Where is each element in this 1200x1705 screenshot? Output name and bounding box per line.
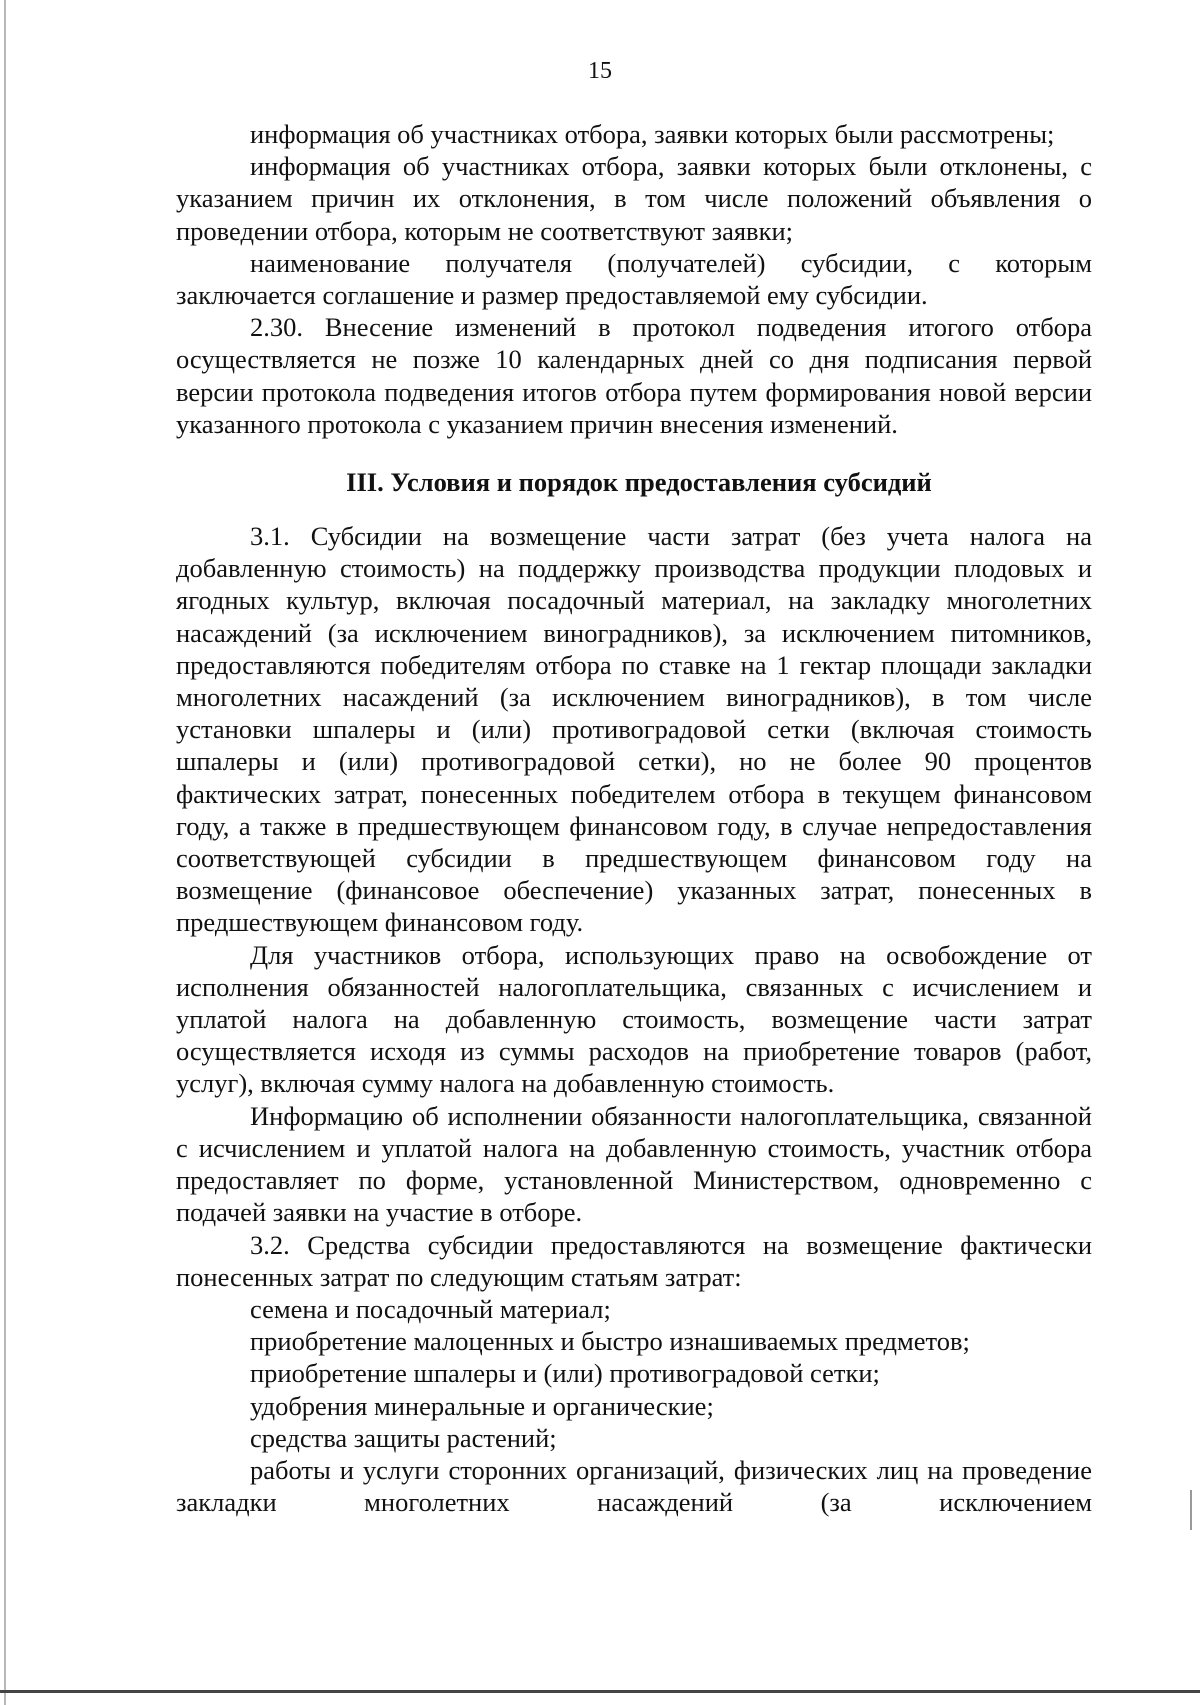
- list-item: удобрения минеральные и органические;: [250, 1390, 714, 1421]
- scan-edge-left: [4, 0, 6, 1705]
- scan-edge-bottom: [0, 1690, 1200, 1693]
- list-item: семена и посадочный материал;: [250, 1293, 611, 1324]
- paragraph: 3.1. Субсидии на возмещение части затрат (без учета налога на добавленную стоимость) на поддержку производства продукции плодовых и ягодных культур, включая посадочный материал, на закладку многолетних насаждений (за исключением виноградников), за исключением питомников, предоставляются победителям отбора по ставке на 1 гектар площади закладки многолетних насаждений (за исключением виноградников), в том числе установки шпалеры и (или) противоградовой сетки (включая стоимость шпалеры и (или) противоградовой сетки), но не более 90 процентов фактических затрат, понесенных победителем отбора в текущем финансовом году, а также в предшествующем финансовом году, в случае непредоставления соответствующей субсидии в предшествующем финансовом году на возмещение (финансовое обеспечение) указанных затрат, понесенных в предшествующем финансовом году.: [176, 521, 1092, 938]
- document-body: [176, 118, 1092, 1518]
- paragraph-continued: работы и услуги сторонних организаций, физических лиц на проведение закладки многолетних насаждений (за исключением: [176, 1454, 1092, 1518]
- section-heading: III. Условия и порядок предоставления субсидий: [346, 467, 932, 498]
- list-item: средства защиты растений;: [250, 1422, 557, 1453]
- paragraph: информация об участниках отбора, заявки которых были отклонены, с указанием причин их отклонения, в том числе положений объявления о проведении отбора, которым не соответствуют заявки;: [176, 151, 1092, 246]
- paragraph: 3.2. Средства субсидии предоставляются на возмещение фактически понесенных затрат по следующим статьям затрат:: [176, 1229, 1092, 1292]
- list-item: приобретение малоценных и быстро изнашиваемых предметов;: [250, 1326, 970, 1357]
- page-number: 15: [588, 58, 612, 84]
- paragraph: Информацию об исполнении обязанности налогоплательщика, связанной с исчислением и уплатой налога на добавленную стоимость, участник отбора предоставляет по форме, установленной Министерством, одновременно с подачей заявки на участие в отборе.: [176, 1100, 1092, 1228]
- paragraph: 2.30. Внесение изменений в протокол подведения итогого отбора осуществляется не позже 10 календарных дней со дня подписания первой версии протокола подведения итогов отбора путем формирования новой версии указанного протокола с указанием причин внесения изменений.: [176, 312, 1092, 439]
- paragraph: Для участников отбора, использующих право на освобождение от исполнения обязанностей налогоплательщика, связанных с исчислением и уплатой налога на добавленную стоимость, возмещение части затрат осуществляется исходя из суммы расходов на приобретение товаров (работ, услуг), включая сумму налога на добавленную стоимость.: [176, 939, 1092, 1099]
- paragraph: информация об участниках отбора, заявки которых были рассмотрены;: [250, 119, 1055, 149]
- list-item: приобретение шпалеры и (или) противоградовой сетки;: [250, 1358, 880, 1389]
- scan-mark-right: [1190, 1490, 1192, 1530]
- paragraph: наименование получателя (получателей) субсидии, с которым заключается соглашение и размер предоставляемой ему субсидии.: [176, 247, 1092, 311]
